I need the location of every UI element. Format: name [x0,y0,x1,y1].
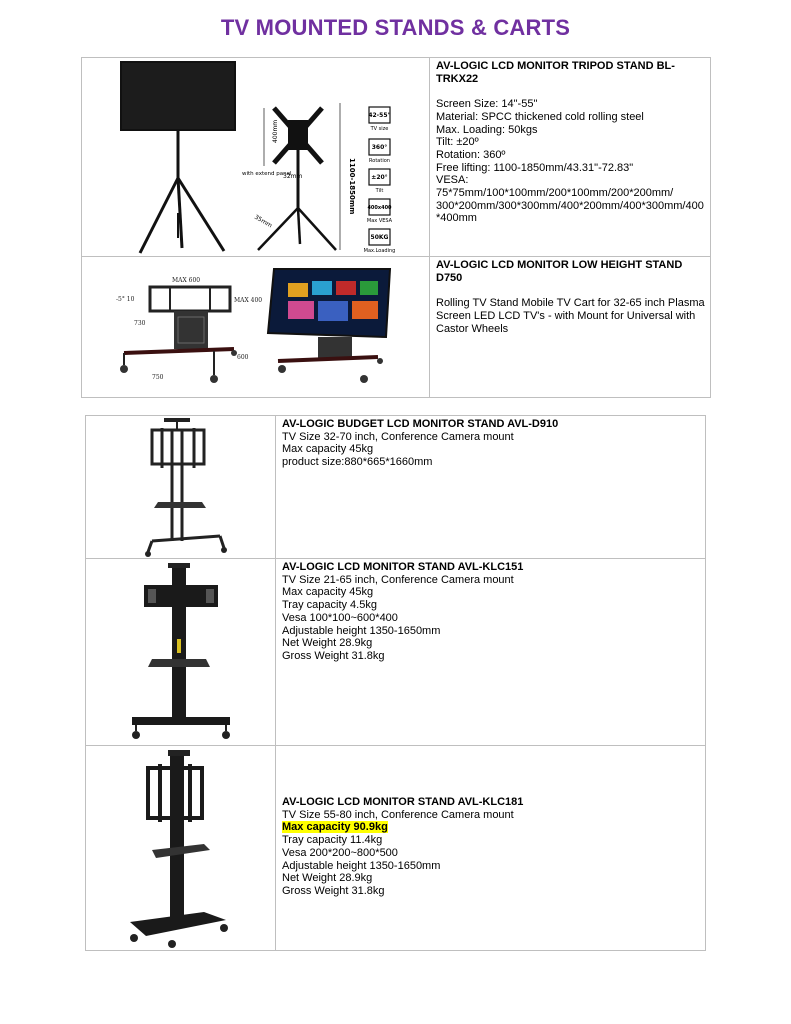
spec-line: Max. Loading: 50kgs [436,123,538,136]
w-750-label: 750 [152,374,164,381]
rotation-badge: 360° [371,144,388,151]
spec-line: Max capacity 45kg [282,586,374,599]
spec-line: Screen Size: 14"-55" [436,98,538,111]
spec-line: Tray capacity 4.5kg [282,599,377,612]
spec-line: Tilt: ±20º [436,136,479,149]
highlighted-capacity: Max capacity 90.9kg [282,821,388,834]
tv-size-caption: TV size [370,126,389,132]
klc151-stand-image [86,559,276,746]
spec-line: Free lifting: 1100-1850mm/43.31"-72.83" [436,161,634,174]
spec-line: 75*75mm/100*100mm/200*100mm/200*200mm/ [436,187,674,200]
dim-35-label: 35mm [253,213,274,230]
page-title: TV MOUNTED STANDS & CARTS [220,15,571,40]
spec-line: Net Weight 28.9kg [282,872,373,885]
spec-line: Vesa 200*200~800*500 [282,846,398,859]
tilt-badge: ±20° [371,174,388,181]
stands-table-2 [85,415,706,951]
dim-400-label: 400mm [272,119,279,143]
product-title: AV-LOGIC LCD MONITOR STAND AVL-KLC181 [282,796,524,808]
tripod-stand-image [82,58,430,257]
spec-line: 300*200mm/300*300mm/400*200mm/400*300mm/400 [436,199,704,212]
spec-line: TV Size 21-65 inch, Conference Camera mount [282,573,514,586]
low-height-description [430,257,711,398]
spec-line: Adjustable height 1350-1650mm [282,624,441,637]
tilt-label: -5° 10 [116,296,135,303]
spec-line: Vesa 100*100~600*400 [282,611,398,624]
vesa-caption: Max VESA [366,218,393,224]
product-title: AV-LOGIC LCD MONITOR TRIPOD STAND BL-TRKX22 [436,60,675,85]
klc181-description [276,746,706,951]
spec-line: TV Size 55-80 inch, Conference Camera mount [282,808,514,821]
d-600-label: 600 [237,354,249,361]
load-caption: Max.Loading [363,248,396,254]
product-title: AV-LOGIC LCD MONITOR STAND AVL-KLC151 [282,561,524,573]
dim-height-label: 1100-1850mm [348,158,356,215]
spec-line: Screen LED LCD TV's - with Mount for Universal with [436,309,696,322]
h-730-label: 730 [134,320,146,327]
klc151-description [276,559,706,746]
spec-line: Tray capacity 11.4kg [282,834,383,847]
spec-line: Net Weight 28.9kg [282,637,373,650]
d910-description [276,416,706,559]
spec-line: Castor Wheels [436,322,509,335]
product-title: AV-LOGIC LCD MONITOR LOW HEIGHT STAND D750 [436,259,683,284]
stands-table-1 [81,57,711,398]
spec-line: Rotation: 360º [436,148,506,161]
spec-line: Adjustable height 1350-1650mm [282,859,441,872]
dim-32-label: 32mm [283,173,303,180]
d910-stand-image [86,416,276,559]
klc181-stand-image [86,746,276,951]
product-title: AV-LOGIC BUDGET LCD MONITOR STAND AVL-D910 [282,418,559,430]
spec-line: Rolling TV Stand Mobile TV Cart for 32-65 inch Plasma [436,297,705,310]
extend-panel-label: with extend panel [242,171,292,177]
spec-line: Material: SPCC thickened cold rolling steel [436,110,644,123]
low-height-stand-image [82,257,430,398]
spec-line: *400mm [436,212,477,225]
vesa-badge: 400x400 [367,205,392,211]
max-600-label: MAX 600 [172,277,201,284]
spec-line: Gross Weight 31.8kg [282,884,385,897]
spec-line: TV Size 32-70 inch, Conference Camera mount [282,430,514,443]
size-badge: 42-55" [368,112,391,119]
spec-line: VESA: [436,174,469,187]
load-badge: 50KG [370,234,389,241]
max-400-label: MAX 400 [234,297,263,304]
rotation-caption: Rotation [369,158,390,164]
spec-line: Gross Weight 31.8kg [282,649,385,662]
tripod-description [430,58,711,257]
tilt-caption: Tilt [375,188,384,194]
spec-line: product size:880*665*1660mm [282,456,433,469]
spec-line: Max capacity 45kg [282,443,374,456]
